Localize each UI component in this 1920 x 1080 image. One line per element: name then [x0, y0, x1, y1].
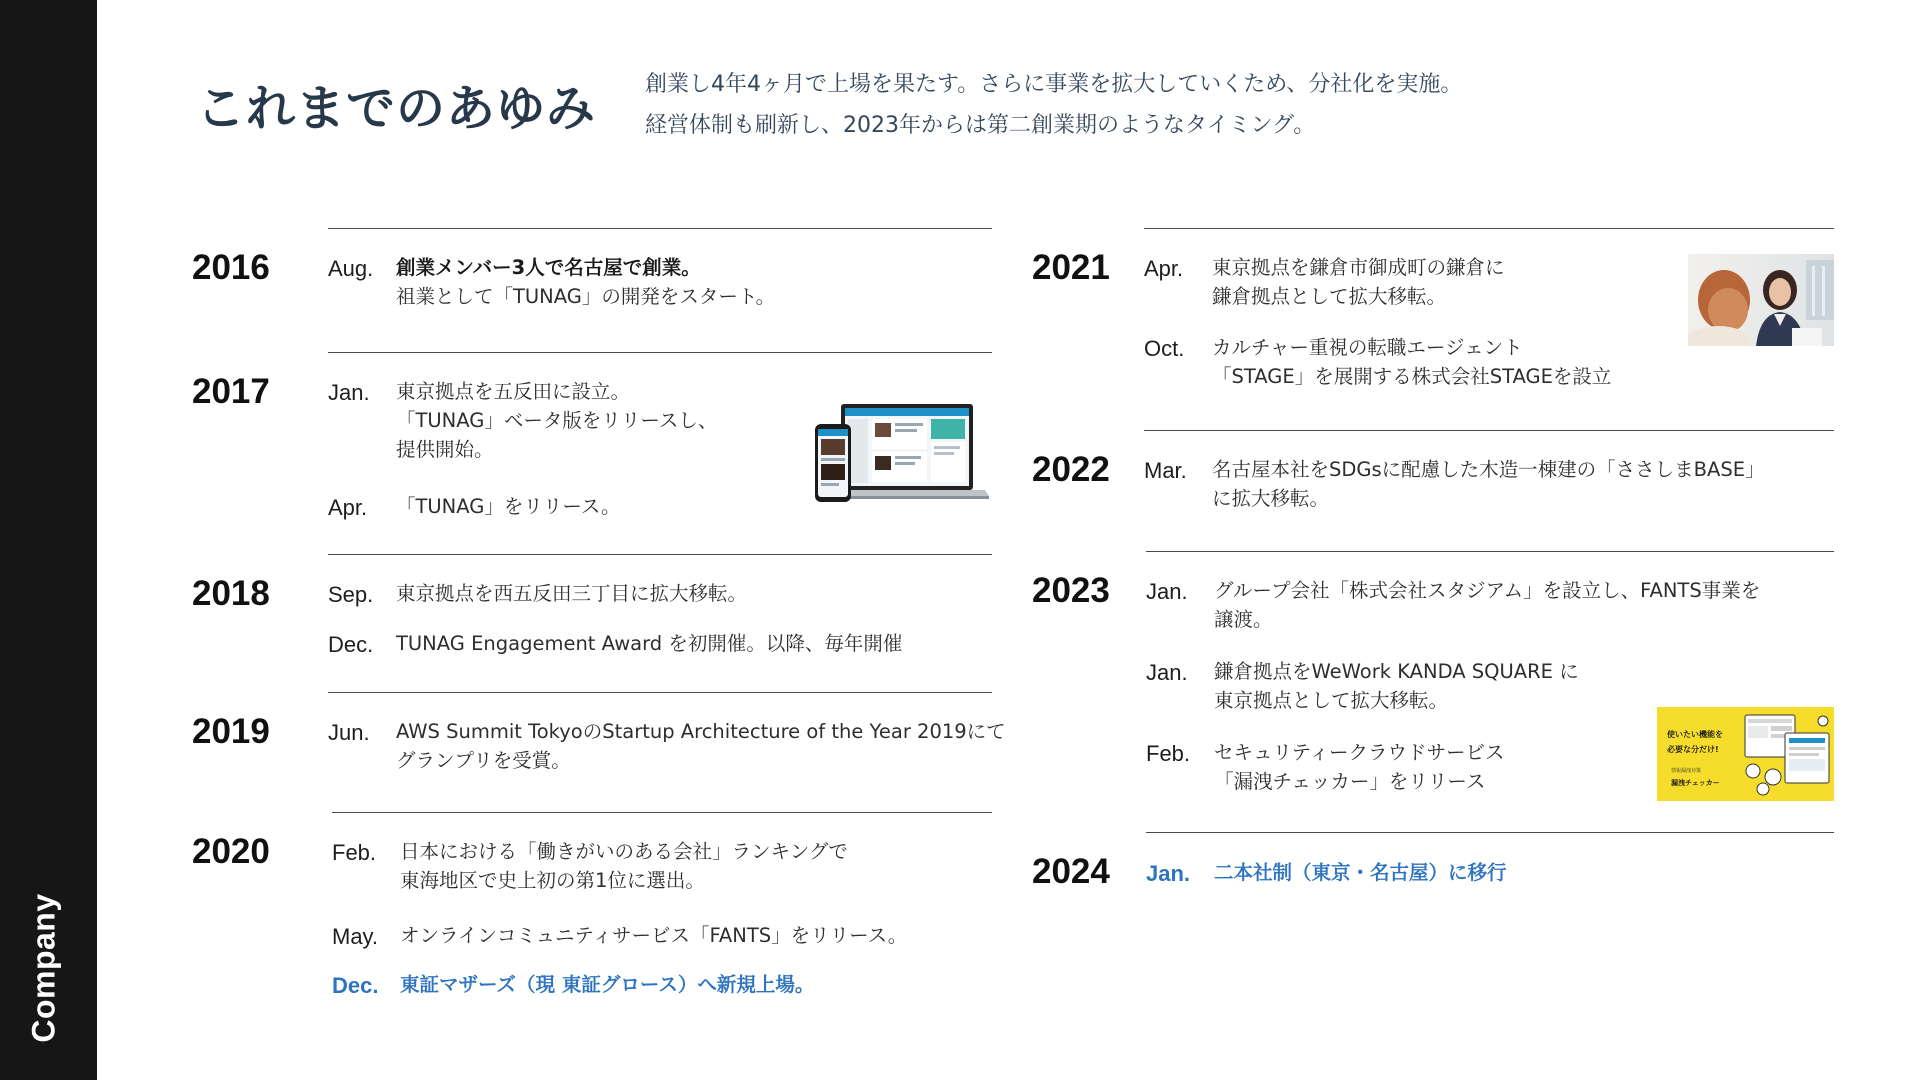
event-line: オンラインコミュニティサービス「FANTS」をリリース。 — [400, 924, 908, 947]
timeline-event — [1144, 333, 1611, 391]
divider — [332, 812, 992, 813]
event-month: Feb. — [1146, 741, 1191, 766]
event-description — [1212, 455, 1765, 513]
event-month: Sep. — [328, 582, 374, 607]
event-month: Aug. — [328, 256, 374, 281]
event-line: 名古屋本社をSDGsに配慮した木造一棟建の「ささしまBASE」 — [1212, 458, 1765, 481]
divider — [328, 692, 992, 693]
lead-line-1: 創業し4年4ヶ月で上場を果たす。さらに事業を拡大していくため、分社化を実施。 — [645, 72, 1463, 97]
event-line: 鎌倉拠点として拡大移転。 — [1212, 285, 1447, 308]
timeline-event — [1144, 253, 1505, 311]
event-line: グループ会社「株式会社スタジアム」を設立し、FANTS事業を — [1214, 579, 1761, 602]
event-description — [396, 492, 621, 521]
event-month: Feb. — [332, 840, 377, 865]
year-label: 2021 — [1032, 248, 1110, 287]
event-line: TUNAG Engagement Award を初開催。以降、毎年開催 — [396, 632, 903, 655]
event-description — [396, 377, 717, 464]
timeline-event — [328, 579, 747, 608]
event-line: 「漏洩チェッカー」をリリース — [1214, 770, 1486, 793]
event-line: 東京拠点として拡大移転。 — [1214, 689, 1449, 712]
event-description — [1214, 738, 1505, 796]
event-month: Jun. — [328, 720, 370, 745]
event-line: 創業メンバー3人で名古屋で創業。 — [396, 256, 701, 279]
event-month: Oct. — [1144, 336, 1185, 361]
promo-screens-illustration — [1739, 711, 1831, 797]
year-label: 2016 — [192, 248, 270, 287]
event-description — [400, 837, 848, 895]
timeline-event — [332, 921, 907, 950]
event-line: 祖業として「TUNAG」の開発をスタート。 — [396, 285, 776, 308]
promo-small-text: 情報漏洩対策 — [1671, 768, 1702, 774]
event-description — [1212, 333, 1611, 391]
event-line: 譲渡。 — [1214, 608, 1273, 631]
timeline-event — [1146, 576, 1760, 634]
event-line: 東京拠点を五反田に設立。 — [396, 380, 631, 403]
event-month: Jan. — [1146, 861, 1191, 886]
event-line: 東京拠点を西五反田三丁目に拡大移転。 — [396, 582, 748, 605]
event-line: 鎌倉拠点をWeWork KANDA SQUARE に — [1214, 660, 1579, 683]
event-line: に拡大移転。 — [1212, 487, 1330, 510]
timeline-event — [328, 377, 717, 464]
year-label: 2024 — [1032, 852, 1110, 891]
promo-banner — [1657, 707, 1834, 801]
event-line: 日本における「働きがいのある会社」ランキングで — [400, 840, 848, 863]
page-title: これまでのあゆみ — [196, 80, 597, 137]
event-description — [400, 970, 814, 999]
event-line: セキュリティークラウドサービス — [1214, 741, 1505, 764]
event-description — [396, 253, 775, 311]
event-line: グランプリを受賞。 — [396, 749, 571, 772]
sidebar — [0, 0, 97, 1080]
year-label: 2023 — [1032, 571, 1110, 610]
event-description — [1214, 657, 1579, 715]
year-label: 2019 — [192, 712, 270, 751]
office-photo — [1688, 254, 1834, 346]
event-line: 「STAGE」を展開する株式会社STAGEを設立 — [1212, 365, 1612, 388]
timeline-event — [332, 837, 848, 895]
divider — [328, 554, 992, 555]
event-month: Apr. — [1144, 256, 1184, 281]
divider — [1146, 551, 1834, 552]
event-month: Jan. — [1146, 660, 1188, 685]
divider — [1144, 430, 1834, 431]
event-line: AWS Summit TokyoのStartup Architecture of the Year 2019にて — [396, 720, 1006, 743]
event-line: 二本社制（東京・名古屋）に移行 — [1214, 861, 1507, 884]
promo-line-2: 必要な分だけ! — [1667, 745, 1719, 754]
event-description — [1212, 253, 1505, 311]
divider — [1146, 832, 1834, 833]
year-label: 2020 — [192, 832, 270, 871]
year-label: 2022 — [1032, 450, 1110, 489]
timeline-event — [1144, 455, 1765, 513]
event-line: 東証マザーズ（現 東証グロース）へ新規上場。 — [400, 973, 815, 996]
timeline-event — [328, 253, 775, 311]
event-line: 東京拠点を鎌倉市御成町の鎌倉に — [1212, 256, 1505, 279]
event-month: Mar. — [1144, 458, 1187, 483]
timeline-event — [328, 717, 1006, 775]
divider — [1144, 228, 1834, 229]
timeline-event — [328, 629, 902, 658]
event-description — [396, 579, 747, 608]
event-month: Jan. — [328, 380, 370, 405]
event-line: 「TUNAG」をリリース。 — [396, 495, 621, 518]
event-month: Jan. — [1146, 579, 1188, 604]
divider — [328, 352, 992, 353]
event-line: 提供開始。 — [396, 438, 494, 461]
event-month: May. — [332, 924, 379, 949]
event-month: Dec. — [332, 973, 379, 998]
event-line: 東海地区で史上初の第1位に選出。 — [400, 869, 705, 892]
year-label: 2017 — [192, 372, 270, 411]
lead-line-2: 経営体制も刷新し、2023年からは第二創業期のようなタイミング。 — [645, 113, 1316, 138]
event-description — [396, 717, 1006, 775]
event-line: 「TUNAG」ベータ版をリリースし、 — [396, 409, 718, 432]
promo-line-1: 使いたい機能を — [1667, 730, 1723, 739]
event-description — [400, 921, 907, 950]
promo-brand: 漏洩チェッカー — [1671, 779, 1720, 787]
divider — [328, 228, 992, 229]
timeline-event-highlight — [332, 970, 814, 999]
lead-text — [645, 64, 1462, 146]
timeline-event — [1146, 657, 1579, 715]
device-illustration — [815, 402, 990, 504]
event-description — [1214, 858, 1507, 887]
timeline-event-highlight — [1146, 858, 1507, 887]
event-line: カルチャー重視の転職エージェント — [1212, 336, 1523, 359]
event-description — [396, 629, 902, 658]
year-label: 2018 — [192, 574, 270, 613]
event-description — [1214, 576, 1760, 634]
sidebar-label: Company — [25, 893, 62, 1043]
event-month: Dec. — [328, 632, 374, 657]
timeline-event — [328, 492, 621, 521]
timeline-event — [1146, 738, 1505, 796]
event-month: Apr. — [328, 495, 368, 520]
